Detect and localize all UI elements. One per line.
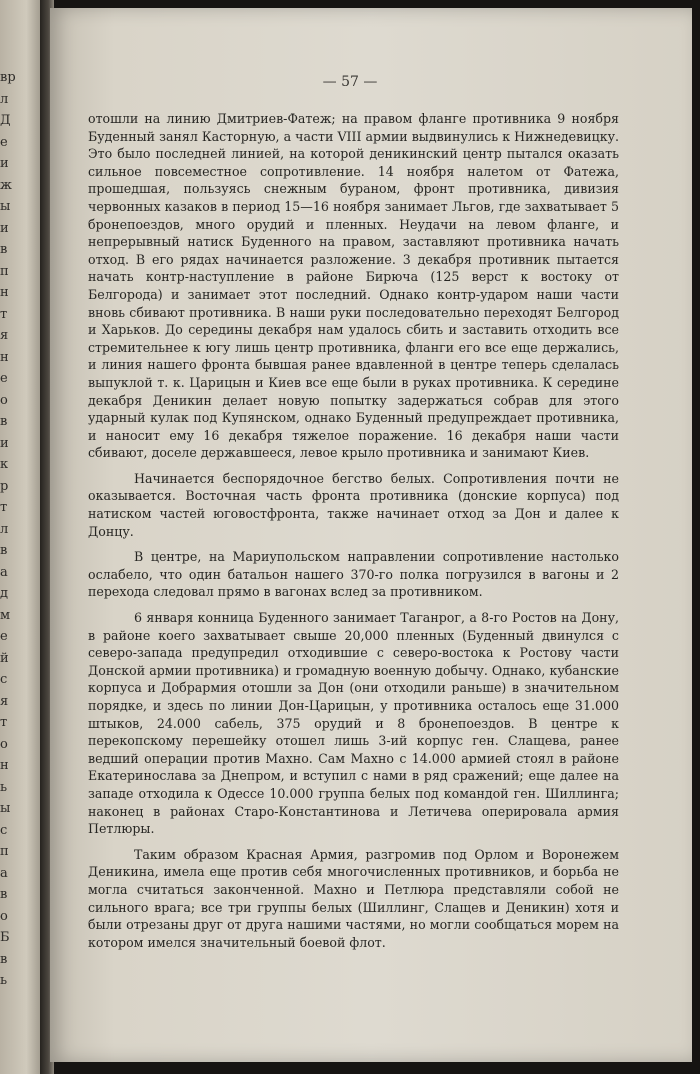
paragraph: Начинается беспорядочное бегство белых. Сопротивления почти не оказывается. Восточная часть фронта противника (донские корпуса) под натиском частей юговостфронта, также начинает отход за Дон и далее к Донцу.	[88, 470, 619, 539]
left-page-fragment: н	[0, 349, 9, 365]
left-page-fragment: Б	[0, 930, 10, 945]
left-page-fragment: ы	[0, 199, 11, 214]
left-page-fragment: н	[0, 285, 9, 300]
left-page-fragment: р	[0, 478, 9, 494]
left-page-fragment: я	[0, 328, 9, 343]
left-page-fragment: к	[0, 457, 9, 472]
paragraph: отошли на линию Дмитриев-Фатеж; на правом фланге противника 9 ноября Буденный занял Касторную, а части VIII армии выдвинулись к Нижнедевицку. Это было последней линией, на которой деникинский центр пытался оказать сильное повсеместное сопротивление. 14 ноября налетом от Фатежа, прошедшая, пользуясь снежным бураном, фронт противника, дивизия червонных казаков в период 15—16 ноября занимает Льгов, где захватывает 5 бронепоездов, много орудий и пленных. Неудачи на левом фланге, и непрерывный натиск Буденного на правом, заставляют противника начать отход. В его рядах начинается разложение. 3 декабря противник пытается начать контр-наступление в районе Бирюча (125 верст к востоку от Белгорода) и занимает этот последний. Однако контр-ударом наши части вновь сбивают противника. В наши руки последовательно переходят Белгород и Харьков. До середины декабря нам удалось сбить и заставить отходить все стремительнее к югу лишь центр противника, фланги его все еще держались, и линия нашего фронта бывшая ранее вдавленной в центре теперь сделалась выпуклой т. к. Царицын и Киев все еще были в руках противника. К середине декабря Деникин делает новую попытку задержаться собрав для этого ударный кулак под Купянском, однако Буденный предупреждает противника, и наносит ему 16 декабря тяжелое поражение. 16 декабря наши части сбивают, доселе державшееся, левое крыло противника и занимают Киев.	[88, 111, 619, 461]
left-page-fragment: о	[0, 908, 8, 924]
left-page-fragment: о	[0, 736, 8, 752]
left-page-fragment: о	[0, 392, 8, 408]
left-page-fragment: н	[0, 758, 9, 773]
right-page	[50, 8, 692, 1062]
left-page-fragment: ь	[0, 973, 8, 988]
left-page-fragment: в	[0, 543, 8, 558]
left-page-fragment: я	[0, 693, 9, 709]
left-page-fragment: й	[0, 650, 9, 666]
left-page-fragment: с	[0, 672, 8, 687]
left-page-fragment: м	[0, 607, 11, 623]
left-page-fragment: е	[0, 371, 8, 386]
left-page-fragment: а	[0, 865, 8, 881]
left-page-fragment: ь	[0, 779, 8, 795]
page-text	[88, 110, 619, 959]
left-page-fragment: и	[0, 156, 9, 171]
page-number: — 57 —	[322, 74, 378, 90]
left-page-fragment: Д	[0, 113, 11, 128]
left-page-fragment: вр	[0, 70, 16, 85]
left-page-fragment: е	[0, 134, 8, 150]
left-page-fragment: ж	[0, 177, 12, 193]
left-page-fragment: т	[0, 715, 8, 730]
paragraph: В центре, на Мариупольском направлении сопротивление настолько ослабело, что один батальон нашего 370-го полка погрузился в вагоны и 2 перехода следовал прямо в вагонах вслед за противником.	[88, 549, 619, 600]
left-page-fragment: е	[0, 629, 8, 644]
left-page-fragment: в	[0, 414, 8, 429]
left-page-fragment: в	[0, 951, 8, 967]
left-page-fragment: п	[0, 844, 9, 859]
left-page-fragment: с	[0, 822, 8, 838]
left-page-fragment: л	[0, 91, 9, 107]
left-page-fragment: и	[0, 435, 9, 451]
left-page-fragment: т	[0, 306, 8, 322]
left-page-fragment: ы	[0, 801, 11, 816]
paragraph: 6 января конница Буденного занимает Таганрог, а 8-го Ростов на Дону, в районе коего захватывает свыше 20,000 пленных (Буденный двинулся с северо-запада предупредил отходившие с северо-востока к Ростову части Донской армии противника) и громадную военную добычу. Однако, кубанские корпуса и Добрармия отошли за Дон (они отходили раньше) в значительном порядке, и здесь по линии Дон-Царицын, у противника осталось еще 31.000 штыков, 24.000 сабель, 375 орудий и 8 бронепоездов. В центре к перекопскому перешейку отошел лишь 3-ий корпус ген. Слащева, ранее ведший операции против Махно. Сам Махно с 14.000 армией стоял в районе Екатеринослава за Днепром, и вступил с нами в ряд сражений; еще далее на западе отходила к Одессе 10.000 группа белых под командой ген. Шиллинга; наконец в районах Старо-Константинова и Летичева оперировала армия Петлюры.	[88, 610, 619, 837]
left-page-fragment: а	[0, 564, 8, 580]
paragraph: Таким образом Красная Армия, разгромив под Орлом и Воронежем Деникина, имела еще против себя многочисленных противников, и борьба не могла считаться законченной. Махно и Петлюра представляли собой не сильного врага; все три группы белых (Шиллинг, Слащев и Деникин) хотя и были отрезаны друг от друга нашими частями, но могли сообщаться морем на котором имелся значительный боевой флот.	[88, 846, 619, 950]
left-page-fragment: и	[0, 220, 9, 236]
left-page-fragment: п	[0, 263, 9, 279]
left-page-fragment: в	[0, 242, 8, 257]
left-page-fragment: т	[0, 500, 8, 515]
left-page-fragment: в	[0, 887, 8, 902]
left-page-fragment: л	[0, 521, 9, 537]
left-page-fragment: д	[0, 586, 9, 601]
